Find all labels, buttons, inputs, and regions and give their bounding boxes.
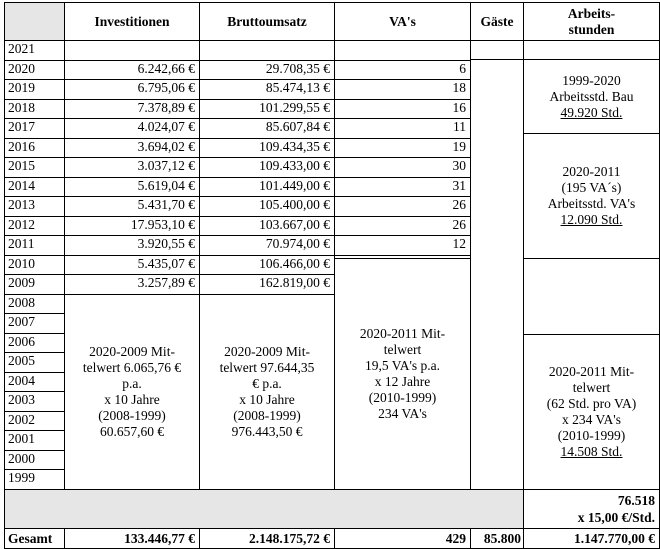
vas-cell: 26 bbox=[334, 196, 471, 217]
year-cell: 2017 bbox=[4, 118, 65, 139]
year-cell: 2003 bbox=[4, 391, 65, 412]
year-cell: 2007 bbox=[4, 313, 65, 334]
arb-avg-line: (2010-1999) bbox=[557, 428, 626, 443]
gaeste-row-2021 bbox=[470, 40, 524, 60]
bruttoumsatz-cell: 109.433,00 € bbox=[199, 157, 335, 178]
arbeitsstunden-average-block bbox=[523, 334, 660, 490]
vas-cell: 31 bbox=[334, 177, 471, 197]
vas-cell: 19 bbox=[334, 138, 471, 158]
year-cell: 2014 bbox=[4, 177, 65, 197]
bruttoumsatz-cell bbox=[199, 40, 335, 61]
inv-avg-line: (2008-1999) bbox=[98, 408, 166, 423]
bruttoumsatz-cell: 101.299,55 € bbox=[199, 99, 335, 119]
investitionen-cell: 6.242,66 € bbox=[64, 60, 200, 80]
arb-bau-line: Arbeitsstd. Bau bbox=[549, 88, 634, 104]
vas-cell bbox=[334, 40, 471, 61]
total-label: Gesamt bbox=[4, 528, 65, 549]
investitionen-average-block bbox=[64, 294, 200, 490]
bruttoumsatz-cell: 70.974,00 € bbox=[199, 235, 335, 256]
arbeitsstunden-bau-block bbox=[523, 59, 660, 134]
total-investitionen: 133.446,77 € bbox=[64, 528, 200, 549]
umsatz-avg-line: 976.443,50 € bbox=[231, 424, 303, 439]
bruttoumsatz-cell: 109.434,35 € bbox=[199, 138, 335, 158]
investitionen-cell: 3.694,02 € bbox=[64, 138, 200, 158]
arb-bau-total: 49.920 Std. bbox=[560, 104, 623, 120]
header-gaeste: Gäste bbox=[470, 2, 524, 41]
arb-avg-total: 14.508 Std. bbox=[560, 444, 623, 459]
inv-avg-line: x 10 Jahre bbox=[104, 392, 160, 407]
inv-avg-line: 60.657,60 € bbox=[99, 424, 165, 439]
year-cell: 2002 bbox=[4, 411, 65, 431]
year-cell: 2015 bbox=[4, 157, 65, 178]
vas-cell: 30 bbox=[334, 157, 471, 178]
vas-avg-line: x 12 Jahre bbox=[374, 374, 431, 389]
inv-avg-line: p.a. bbox=[122, 376, 142, 391]
arb-avg-line: x 234 VA's bbox=[562, 412, 621, 427]
year-cell: 2020 bbox=[4, 60, 65, 80]
vas-avg-line: 19,5 VA's p.a. bbox=[364, 358, 441, 373]
year-cell: 2013 bbox=[4, 196, 65, 217]
year-cell: 2011 bbox=[4, 235, 65, 256]
year-cell: 2018 bbox=[4, 99, 65, 119]
investitionen-cell: 5.619,04 € bbox=[64, 177, 200, 197]
investitionen-cell: 6.795,06 € bbox=[64, 79, 200, 100]
arb-avg-line: (62 Std. pro VA) bbox=[546, 396, 637, 411]
investitionen-cell: 5.435,07 € bbox=[64, 255, 200, 275]
arb-avg-line: telwert bbox=[572, 380, 611, 395]
vas-cell: 26 bbox=[334, 216, 471, 236]
umsatz-avg-line: € p.a. bbox=[252, 376, 282, 391]
header-bruttoumsatz: Bruttoumsatz bbox=[199, 2, 335, 41]
data-table bbox=[4, 2, 660, 549]
header-vas: VA's bbox=[334, 2, 471, 41]
vas-cell: 16 bbox=[334, 99, 471, 119]
year-cell: 2012 bbox=[4, 216, 65, 236]
year-cell: 2005 bbox=[4, 352, 65, 373]
summary-rate: x 15,00 €/Std. bbox=[577, 510, 655, 525]
arbeitsstunden-empty-block bbox=[523, 258, 660, 335]
arbeitsstunden-row-2021 bbox=[523, 40, 660, 60]
year-cell: 2009 bbox=[4, 274, 65, 295]
umsatz-avg-line: (2008-1999) bbox=[233, 408, 301, 423]
umsatz-avg-line: 2020-2009 Mit- bbox=[224, 344, 310, 359]
vas-avg-line: (2010-1999) bbox=[368, 390, 437, 405]
umsatz-avg-line: x 10 Jahre bbox=[239, 392, 295, 407]
umsatz-avg-line: telwert 97.644,35 bbox=[219, 360, 315, 375]
bruttoumsatz-cell: 162.819,00 € bbox=[199, 274, 335, 295]
summary-hours: 76.518 bbox=[617, 493, 655, 508]
year-cell: 2021 bbox=[4, 40, 65, 61]
investitionen-cell: 3.257,89 € bbox=[64, 274, 200, 295]
bruttoumsatz-cell: 105.400,00 € bbox=[199, 196, 335, 217]
year-cell: 2001 bbox=[4, 430, 65, 451]
arb-avg-line: 2020-2011 Mit- bbox=[548, 364, 635, 379]
investitionen-cell bbox=[64, 40, 200, 61]
bruttoumsatz-cell: 85.474,13 € bbox=[199, 79, 335, 100]
arb-va-line: (195 VA´s) bbox=[561, 180, 622, 195]
year-cell: 2010 bbox=[4, 255, 65, 275]
inv-avg-line: 2020-2009 Mit- bbox=[89, 344, 175, 359]
year-cell: 2000 bbox=[4, 450, 65, 470]
total-bruttoumsatz: 2.148.175,72 € bbox=[199, 528, 335, 549]
inv-avg-line: telwert 6.065,76 € bbox=[82, 360, 182, 375]
investitionen-cell: 17.953,10 € bbox=[64, 216, 200, 236]
vas-cell: 6 bbox=[334, 60, 471, 80]
header-arbeitsstunden-line1: Arbeits- bbox=[567, 5, 616, 21]
arb-va-line: 2020-2011 bbox=[562, 164, 621, 179]
arb-va-total: 12.090 Std. bbox=[560, 212, 623, 227]
vas-average-block bbox=[334, 258, 471, 490]
year-cell: 1999 bbox=[4, 469, 65, 490]
bruttoumsatz-cell: 101.449,00 € bbox=[199, 177, 335, 197]
vas-cell: 11 bbox=[334, 118, 471, 139]
year-cell: 2004 bbox=[4, 372, 65, 392]
year-cell: 2008 bbox=[4, 294, 65, 314]
bruttoumsatz-cell: 103.667,00 € bbox=[199, 216, 335, 236]
vas-avg-line: 234 VA's bbox=[378, 406, 427, 421]
bruttoumsatz-cell: 85.607,84 € bbox=[199, 118, 335, 139]
investitionen-cell: 3.037,12 € bbox=[64, 157, 200, 178]
total-arbeitsstunden: 1.147.770,00 € bbox=[523, 528, 660, 549]
vas-cell: 12 bbox=[334, 235, 471, 256]
summary-filler-cell bbox=[4, 489, 524, 529]
vas-avg-line: telwert bbox=[383, 342, 422, 357]
total-gaeste: 85.800 bbox=[470, 528, 524, 549]
year-cell: 2019 bbox=[4, 79, 65, 100]
total-vas: 429 bbox=[334, 528, 471, 549]
vas-avg-line: 2020-2011 Mit- bbox=[359, 326, 446, 341]
summary-hours-cell bbox=[523, 489, 660, 529]
header-arbeitsstunden bbox=[523, 2, 660, 41]
gaeste-merged-cell bbox=[470, 59, 524, 490]
header-corner-cell bbox=[4, 2, 65, 41]
header-arbeitsstunden-line2: stunden bbox=[568, 21, 615, 37]
investitionen-cell: 7.378,89 € bbox=[64, 99, 200, 119]
arb-va-line: Arbeitsstd. VA's bbox=[547, 196, 636, 211]
bruttoumsatz-cell: 29.708,35 € bbox=[199, 60, 335, 80]
investitionen-cell: 4.024,07 € bbox=[64, 118, 200, 139]
year-cell: 2016 bbox=[4, 138, 65, 158]
arbeitsstunden-va-block bbox=[523, 133, 660, 259]
investitionen-cell: 5.431,70 € bbox=[64, 196, 200, 217]
header-investitionen: Investitionen bbox=[64, 2, 200, 41]
bruttoumsatz-average-block bbox=[199, 294, 335, 490]
year-cell: 2006 bbox=[4, 333, 65, 353]
arb-bau-line: 1999-2020 bbox=[562, 72, 621, 88]
vas-cell: 18 bbox=[334, 79, 471, 100]
investitionen-cell: 3.920,55 € bbox=[64, 235, 200, 256]
bruttoumsatz-cell: 106.466,00 € bbox=[199, 255, 335, 275]
